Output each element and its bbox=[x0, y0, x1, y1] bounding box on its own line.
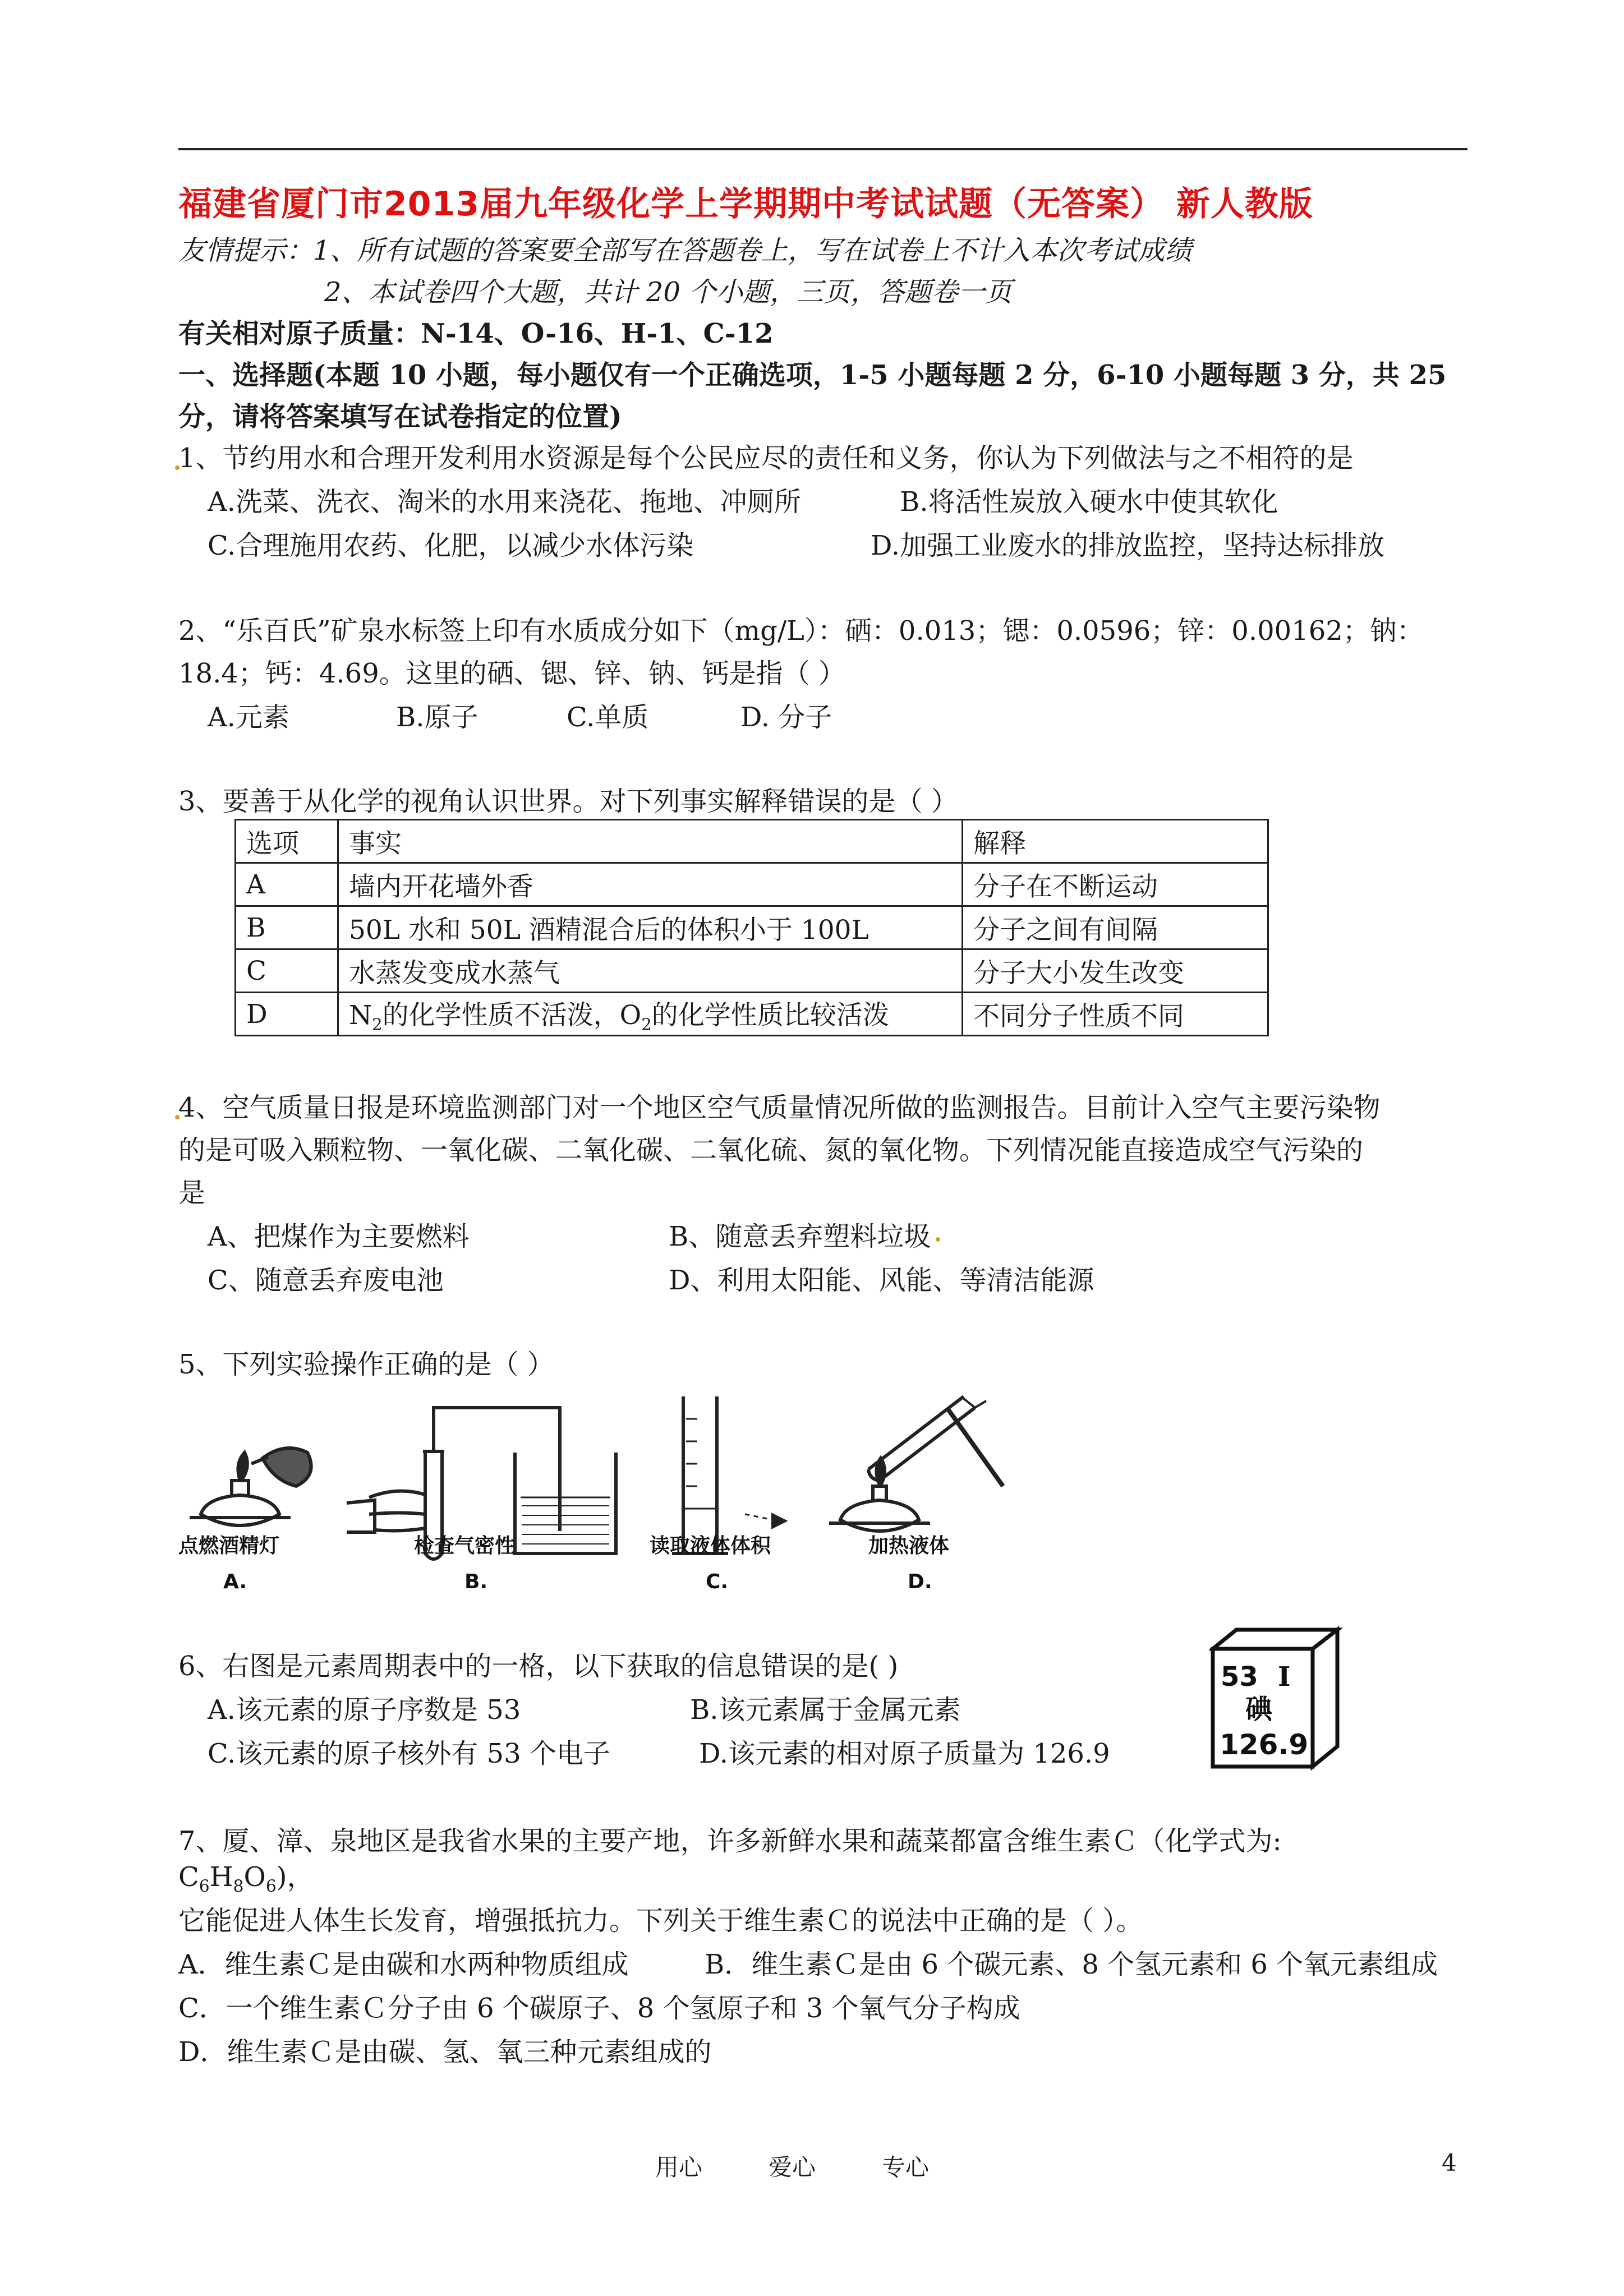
q2-stem-line-1: 2、“乐百氏”矿泉水标签上印有水质成分如下（mg/L）：硒：0.013；锶：0.0596；锌：0.00162；钠： bbox=[178, 615, 1424, 647]
q7-option-a: A．维生素Ｃ是由碳和水两种物质组成 bbox=[178, 1949, 629, 1980]
fig-caption-a: 点燃酒精灯 bbox=[178, 1534, 280, 1557]
table-header-cell: 事实 bbox=[338, 820, 963, 863]
q7-stem-line-1: 7、厦、漳、泉地区是我省水果的主要产地，许多新鲜水果和蔬菜都富含维生素Ｃ（化学式为: bbox=[178, 1825, 1282, 1857]
table-row bbox=[236, 906, 1268, 949]
q3-stem: 3、要善于从化学的视角认识世界。对下列事实解释错误的是（ ） bbox=[178, 786, 958, 817]
header-rule bbox=[178, 148, 1467, 150]
fig-letter-d: D. bbox=[908, 1570, 932, 1593]
table-header-cell: 解释 bbox=[963, 820, 1268, 863]
footer-motto-3: 专心 bbox=[882, 2154, 930, 2181]
footer-motto-1: 用心 bbox=[655, 2154, 703, 2181]
table-cell: 分子大小发生改变 bbox=[963, 949, 1268, 993]
fig-letter-c: C. bbox=[706, 1570, 729, 1593]
element-name: 碘 bbox=[1245, 1694, 1273, 1725]
fig-d-heating-liquid-illustration bbox=[829, 1396, 1003, 1531]
q1-option-a: A.洗菜、洗衣、淘米的水用来浇花、拖地、冲厕所 bbox=[208, 486, 801, 518]
table-cell: 分子之间有间隔 bbox=[963, 906, 1268, 949]
q7-formula: $C_6H_8O_6$)， bbox=[178, 1861, 314, 1897]
table-row bbox=[236, 949, 1268, 993]
q2-option-a: A.元素 bbox=[208, 702, 289, 733]
fig-caption-d: 加热液体 bbox=[868, 1534, 950, 1557]
table-cell: C bbox=[236, 949, 338, 993]
q1-option-b: B.将活性炭放入硬水中使其软化 bbox=[900, 486, 1278, 518]
table-cell: B bbox=[236, 906, 338, 949]
q7-option-b: B．维生素Ｃ是由 6 个碳元素、8 个氢元素和 6 个氧元素组成 bbox=[705, 1949, 1438, 1980]
element-atomic-mass: 126.9 bbox=[1220, 1728, 1309, 1761]
element-symbol: I bbox=[1278, 1661, 1291, 1693]
q7-stem-line-3: 它能促进人体生长发育，增强抵抗力。下列关于维生素Ｃ的说法中正确的是（ ）。 bbox=[178, 1905, 1143, 1937]
q7-option-d: D．维生素Ｃ是由碳、氢、氧三种元素组成的 bbox=[178, 2036, 712, 2068]
table-cell-formula: $N_2$的化学性质不活泼，$O_2$的化学性质比较活泼 bbox=[338, 993, 963, 1036]
q4-option-b: B、随意丢弃塑料垃圾 bbox=[669, 1221, 931, 1252]
q3-table bbox=[234, 819, 1269, 1036]
q4-option-a: A、把煤作为主要燃料 bbox=[208, 1221, 470, 1252]
periodic-table-cell-iodine bbox=[1209, 1626, 1344, 1772]
table-cell: 不同分子性质不同 bbox=[963, 993, 1268, 1036]
q7-option-c: C．一个维生素Ｃ分子由 6 个碳原子、8 个氢原子和 3 个氧气分子构成 bbox=[178, 1993, 1020, 2024]
section-heading-line-1: 一、选择题(本题 10 小题，每小题仅有一个正确选项，1-5 小题每题 2 分，6-10 小题每题 3 分，共 25 bbox=[178, 359, 1447, 391]
q6-stem: 6、右图是元素周期表中的一格，以下获取的信息错误的是( ) bbox=[178, 1650, 899, 1682]
fig-caption-b: 检查气密性 bbox=[414, 1534, 516, 1557]
q2-stem-line-2: 18.4；钙：4.69。这里的硒、锶、锌、钠、钙是指（ ） bbox=[178, 658, 846, 689]
fig-c-volume-reading-illustration bbox=[672, 1396, 784, 1553]
mark-dot bbox=[936, 1237, 940, 1242]
table-header-cell: 选项 bbox=[236, 820, 338, 863]
element-atomic-number: 53 bbox=[1221, 1661, 1258, 1693]
q6-option-d: D.该元素的相对原子质量为 126.9 bbox=[699, 1738, 1110, 1769]
table-cell: 墙内开花墙外香 bbox=[338, 863, 963, 906]
table-header-row bbox=[236, 820, 1268, 863]
q2-option-d: D. 分子 bbox=[740, 702, 832, 733]
q4-option-d: D、利用太阳能、风能、等清洁能源 bbox=[669, 1265, 1094, 1296]
q5-stem: 5、下列实验操作正确的是（ ） bbox=[178, 1349, 554, 1380]
page-title: 福建省厦门市2013届九年级化学上学期期中考试试题（无答案） 新人教版 bbox=[178, 185, 1313, 224]
table-cell: 50L 水和 50L 酒精混合后的体积小于 100L bbox=[338, 906, 963, 949]
q6-option-a: A.该元素的原子序数是 53 bbox=[208, 1694, 521, 1726]
table-row bbox=[236, 863, 1268, 906]
section-heading-line-2: 分，请将答案填写在试卷指定的位置) bbox=[178, 401, 622, 432]
q4-stem-line-2: 的是可吸入颗粒物、一氧化碳、二氧化碳、二氧化硫、氮的氧化物。下列情况能直接造成空气污染的 bbox=[178, 1135, 1364, 1166]
q1-stem: 1、节约用水和合理开发利用水资源是每个公民应尽的责任和义务，你认为下列做法与之不相符的是 bbox=[178, 442, 1354, 474]
fig-letter-a: A. bbox=[223, 1570, 247, 1593]
q4-stem-line-3: 是 bbox=[178, 1177, 206, 1209]
fig-a-lamp-illustration bbox=[190, 1448, 311, 1525]
table-cell: 分子在不断运动 bbox=[963, 863, 1268, 906]
footer-motto-2: 爱心 bbox=[769, 2154, 816, 2181]
q1-option-c: C.合理施用农药、化肥，以减少水体污染 bbox=[208, 530, 694, 561]
page-number: 4 bbox=[1442, 2149, 1457, 2177]
table-cell: 水蒸发变成水蒸气 bbox=[338, 949, 963, 993]
q6-option-c: C.该元素的原子核外有 53 个电子 bbox=[208, 1738, 610, 1769]
q6-option-b: B.该元素属于金属元素 bbox=[690, 1694, 961, 1726]
q1-option-d: D.加强工业废水的排放监控，坚持达标排放 bbox=[871, 530, 1385, 561]
q5-figure-captions bbox=[178, 1534, 949, 1593]
atomic-mass-note: 有关相对原子质量：N-14、O-16、H-1、C-12 bbox=[178, 318, 774, 349]
table-cell: D bbox=[236, 993, 338, 1036]
fig-letter-b: B. bbox=[464, 1570, 488, 1593]
q2-option-c: C.单质 bbox=[567, 702, 649, 733]
table-row bbox=[236, 993, 1268, 1036]
q2-option-b: B.原子 bbox=[396, 702, 479, 733]
tip-line-2: 2、本试卷四个大题，共计 20 个小题，三页，答题卷一页 bbox=[324, 276, 1013, 308]
q4-option-c: C、随意丢弃废电池 bbox=[208, 1265, 444, 1296]
tip-line-1: 友情提示：1、所有试题的答案要全部写在答题卷上，写在试卷上不计入本次考试成绩 bbox=[178, 235, 1192, 266]
table-cell: A bbox=[236, 863, 338, 906]
q4-stem-line-1: 4、空气质量日报是环境监测部门对一个地区空气质量情况所做的监测报告。目前计入空气主要污染物 bbox=[178, 1092, 1381, 1123]
fig-caption-c: 读取液体体积 bbox=[650, 1534, 771, 1557]
q5-lab-figures bbox=[178, 1385, 1053, 1598]
